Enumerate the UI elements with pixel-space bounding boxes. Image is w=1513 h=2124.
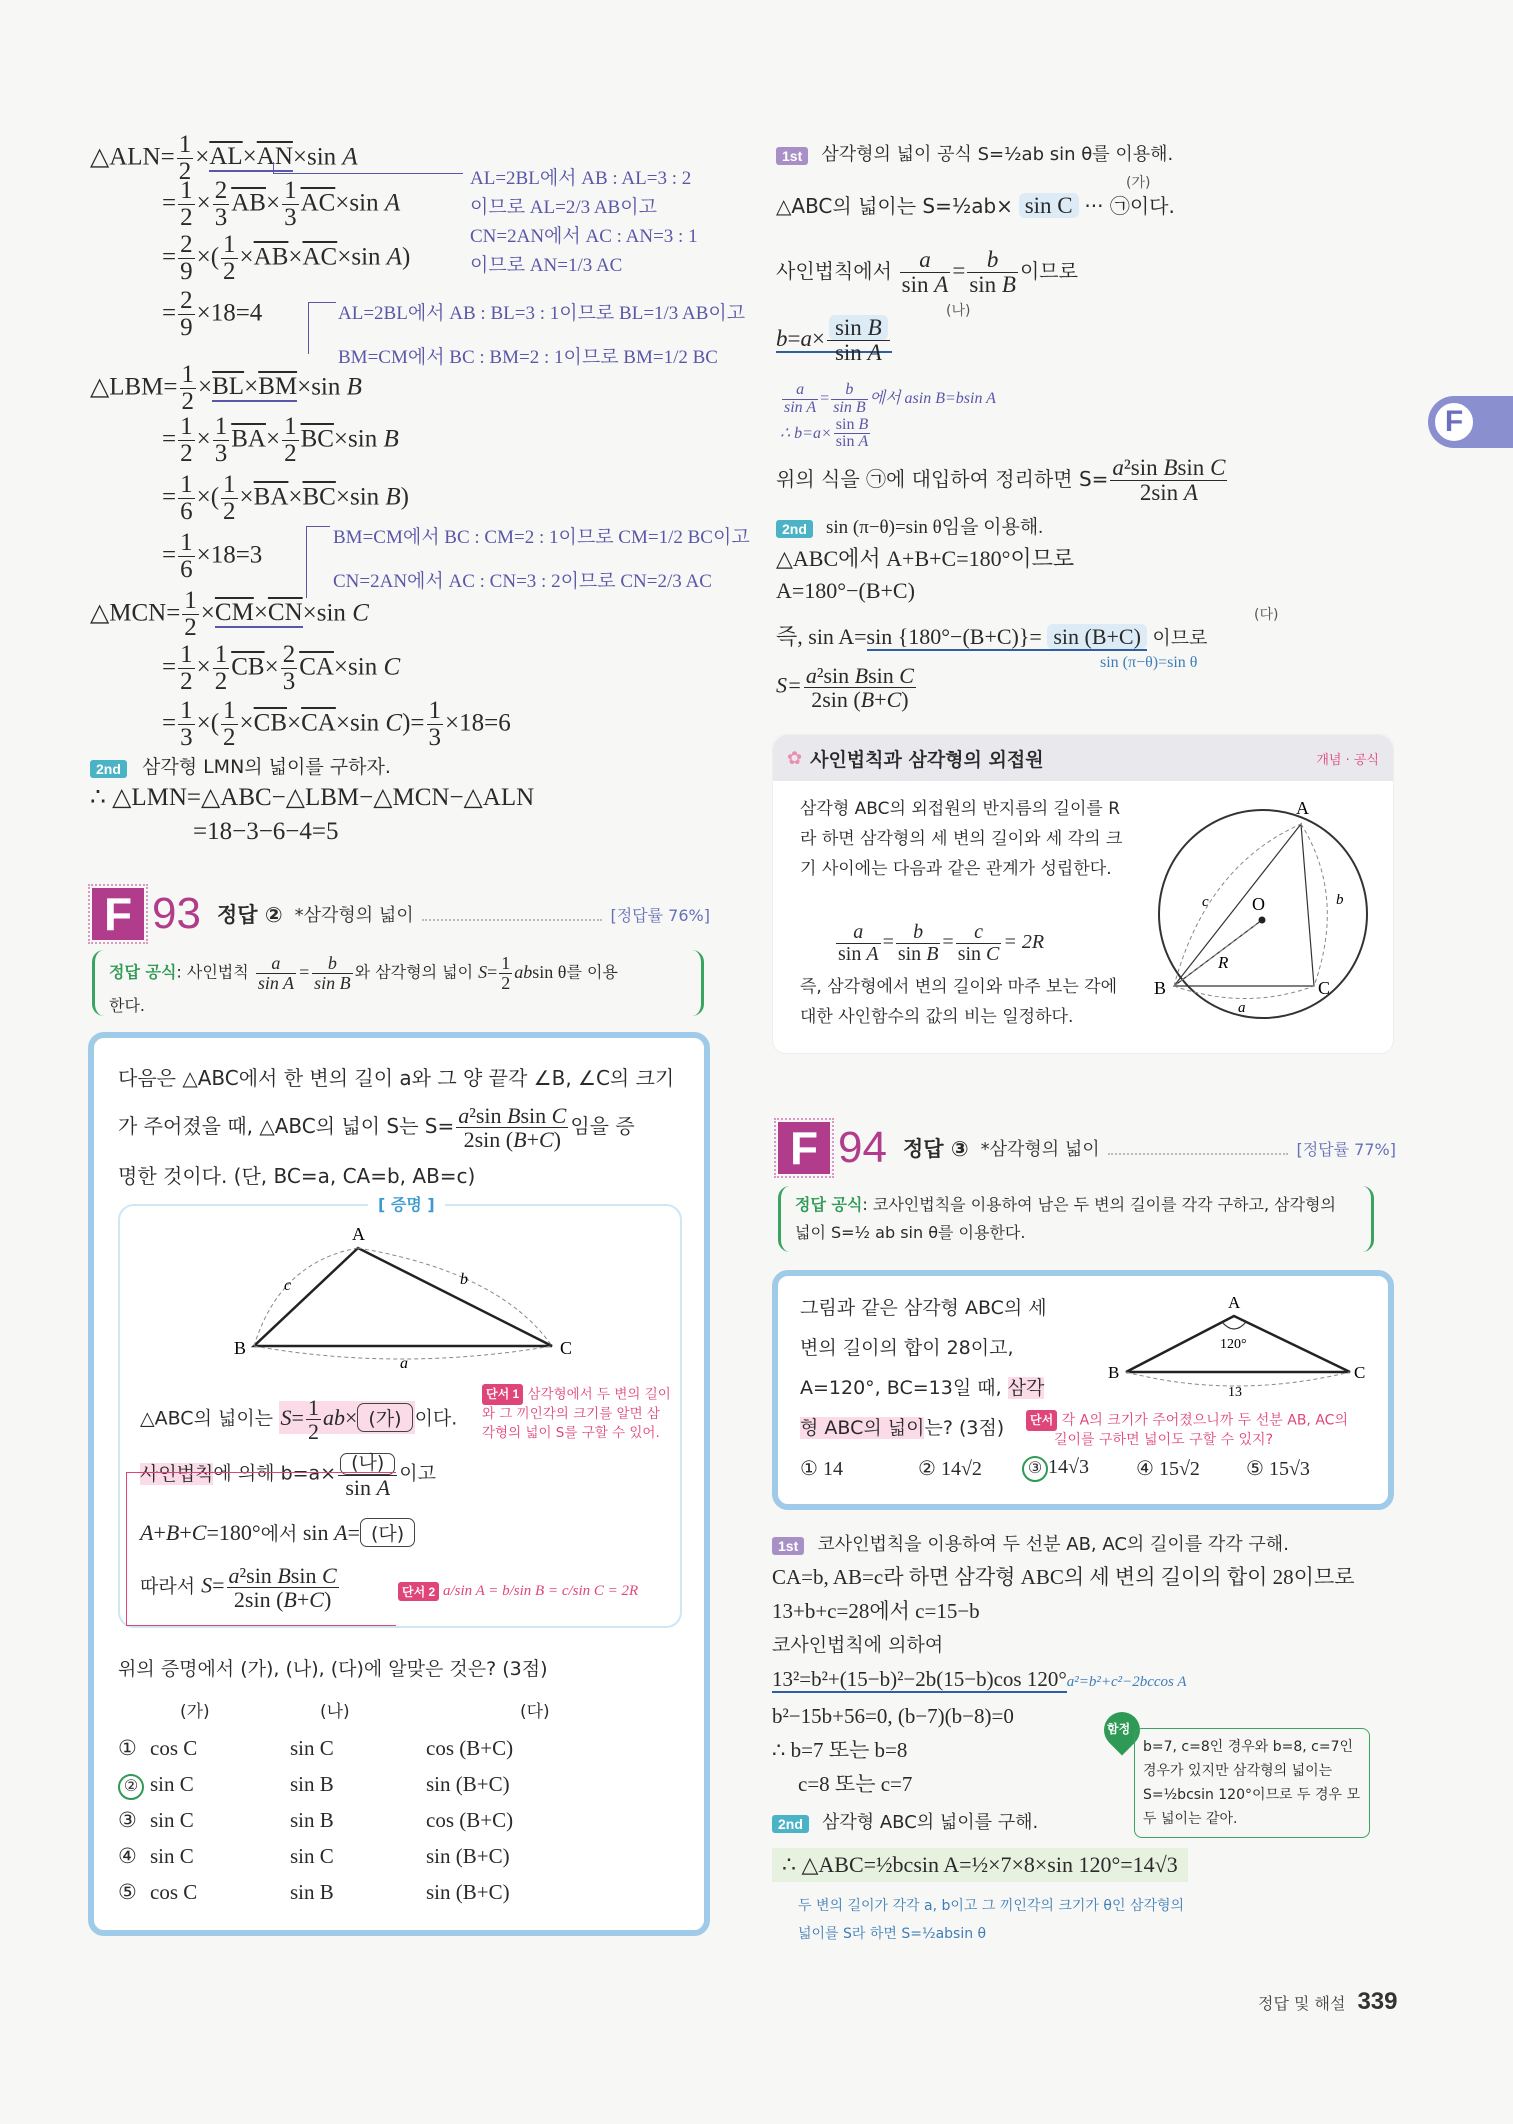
trap-box: b=7, c=8인 경우와 b=8, c=7인 경우가 있지만 삼각형의 넓이는 S=½bcsin 120°이므로 두 경우 모두 넓이는 같아. [1134,1728,1370,1838]
q93-proof-line-1: △ABC의 넓이는 S= $\frac{1}{2}$ ab× (가) 이다. [140,1395,458,1445]
concept-text-1: 삼각형 ABC의 외접원의 반지름의 길이를 R라 하면 삼각형의 세 변의 길이와 세 각의 크기 사이에는 다음과 같은 관계가 성립한다. [800,799,1123,879]
q93-letter-badge: F [92,888,144,940]
q93-sol-note: $\frac{a}{\text{sin A}}$ = $\frac{b}{\text{sin B}}$ 에서 asin B=bsin A ∴ b=a× $\frac{\text{sin B}}{\text{sin A}}$ [780,381,996,451]
q93-formula-box: 정답 공식: 사인법칙 $\frac{a}{\text{sin A}}$ = $\frac{b}{\text{sin B}}$ 와 삼각형의 넓이 S= $\frac{1}{2}$ absin θ를 이용 한다. [92,950,704,1016]
lmn-line-1: ∴ △LMN=△ABC−△LBM−△MCN−△ALN [90,784,535,811]
q94-final-note: 두 변의 길이가 각각 a, b이고 그 끼인각의 크기가 θ인 삼각형의 넓이를 S라 하면 S=½absin θ [798,1898,1185,1942]
choice-3[interactable]: ③ sin C sin B cos (B+C) [118,1808,514,1832]
q93-header [92,888,710,940]
q94-topic: *삼각형의 넓이 [980,1139,1100,1160]
q94-triangle-diagram [1100,1292,1370,1402]
aln-side-notes [470,164,698,280]
highlight-ga: sin C [1019,193,1079,218]
q94-number: 94 [838,1123,887,1172]
q94-choices [800,1456,1310,1482]
q93-proof-line-2: 사인법칙에 의해 b=a× $\frac{\text{(나)}}{\text{sin A}}$ 이고 [140,1452,437,1500]
q93-sol-line-1: △ABC의 넓이는 S=½ab× sin C ··· ㉠이다. [776,193,1175,218]
q93-triangle-diagram [230,1222,580,1372]
svg-text:B: B [1108,1363,1120,1382]
concept-title: 사인법칙과 삼각형의 외접원 [810,748,1044,771]
q94-hint: 단서 각 A의 크기가 주어졌으니까 두 선분 AB, AC의 길이를 구하면 넓이도 구할 수 있지? [1026,1410,1376,1450]
q93-sol-line-8: S= $\frac{\text{a²sin Bsin C}}{2\sin (B+C)}$ [776,663,914,713]
svg-text:c: c [284,1277,292,1294]
choice-5[interactable]: ⑤ cos C sin B sin (B+C) [118,1880,510,1904]
q93-problem-line-1: 다음은 △ABC에서 한 변의 길이 a와 그 양 끝각 ∠B, ∠C의 크기 [118,1066,675,1090]
choice-3-selected[interactable]: ③ 14√3 [1022,1456,1136,1482]
svg-text:C: C [1318,978,1331,998]
step-tag-2nd: 2nd [772,1815,809,1833]
step-tag-2nd: 2nd [776,520,813,538]
svg-text:b: b [460,1271,468,1288]
circumcircle-diagram [1146,796,1386,1026]
step-tag-1st: 1st [772,1537,804,1555]
lbm-arrow [308,302,336,354]
q93-formula-text: : 사인법칙 [176,962,249,982]
q94-sol-lines: CA=b, AB=c라 하면 삼각형 ABC의 세 변의 길이의 합이 28이므로 13+b+c=28에서 c=15−b 코사인법칙에 의하여 13²=b²+(15−b)²−2b(15−b)cos 120°a²=b²+c²−2bccos A b²−15b+56=0, (b−7)(b−8)=0 ∴ b=7 또는 b=8 c=8 또는 c=7 [772,1565,1355,1796]
section-tab-f [1428,396,1513,448]
mark-na: (나) [946,303,971,319]
choice-4[interactable]: ④ sin C sin C sin (B+C) [118,1844,510,1868]
q94-formula-label: 정답 공식 [795,1195,863,1214]
selected-answer-mark: ③ [1022,1456,1048,1482]
q93-formula-text-end: 한다. [109,995,145,1015]
hint-2-text: a/sin A = b/sin B = c/sin C = 2R [442,1582,639,1599]
lbm-label: △LBM [90,373,164,401]
svg-text:A: A [1228,1293,1241,1312]
q94-header [778,1122,1396,1174]
svg-text:B: B [1154,978,1167,998]
lmn-line-2: =18−3−6−4=5 [193,818,339,845]
blank-na: (나) [340,1453,395,1475]
q93-proof-line-3: A+B+C=180°에서 sin A= (다) [140,1518,415,1547]
choice-5[interactable]: ⑤ 15√3 [1246,1458,1310,1480]
hint-2-tag: 단서 2 [398,1582,439,1601]
step-tag-1st: 1st [776,147,808,165]
lbm-derivation: △LBM= $\frac{1}{2}$ $\times\overline{BL}\times\overline{BM}\times\sin$ B = $\frac{1}{2}$ × $\frac{1}{3}$ $\overline{BA}\times$ $\frac{1}{2}$ $\overline{BC}\times\sin$ B = $\frac{1}{6}$ ×( $\frac{1}{2}$ $\times\overline{BA}\times\overline{BC}\times\sin$ B) = $\frac{1}{6}$ ×18=3 [90,361,409,584]
svg-text:13: 13 [1228,1385,1242,1400]
q93-sol-line-5: △ABC에서 A+B+C=180°이므로 [776,546,1075,571]
q93-sol-line-2: 사인법칙에서 $\frac{a}{\text{sin A}}$ = $\frac{b}{\text{sin B}}$ 이므로 [776,247,1078,298]
concept-formula: $\frac{a}{\text{sin A}}$ = $\frac{b}{\text{sin B}}$ = $\frac{c}{\text{sin C}}$ = 2R [838,921,1045,965]
q93-solution-step-2: 2nd sin (π−θ)=sin θ임을 이용해. [776,512,1043,539]
hint-1-tag: 단서 1 [482,1384,523,1405]
step-text: 삼각형 LMN의 넓이를 구하자. [141,756,391,778]
q93-proof-line-4: 따라서 S= $\frac{\text{a²sin Bsin C}}{2\sin (B+C)}$ [140,1563,337,1613]
choice-2[interactable]: ② 14√2 [918,1458,982,1480]
q93-number: 93 [152,889,201,938]
flower-icon: ✿ [787,747,803,769]
q93-formula-label: 정답 공식 [109,962,177,982]
q94-dotted-leader [1108,1141,1289,1155]
svg-text:B: B [234,1338,247,1358]
blank-ga: (가) [357,1403,412,1432]
highlight-da: sin (B+C) [1047,624,1147,649]
q94-letter-badge: F [778,1122,830,1174]
mark-ga: (가) [1126,175,1151,191]
hint-tag: 단서 [1026,1410,1057,1431]
mcn-label: △MCN [90,599,167,627]
q93-hint-1 [482,1384,672,1443]
choice-2-selected[interactable]: ② sin C sin B sin (B+C) [118,1766,630,1802]
footer-label: 정답 및 해설 [1258,1994,1346,2013]
svg-text:O: O [1252,894,1265,914]
concept-text-2: 즉, 삼각형에서 변의 길이와 마주 보는 각에 대한 사인함수의 값의 비는 일정하다. [800,977,1118,1027]
q93-proof-title: [ 증명 ] [368,1192,445,1215]
q93-sol-line-4: 위의 식을 ㉠에 대입하여 정리하면 S= $\frac{\text{a²sin Bsin C}}{\text{2sin A}}$ [776,455,1226,506]
choices-header: (가) (나) (다) [180,1702,550,1722]
mcn-note-2: CN=2AN에서 AC : CN=3 : 2이므로 CN=2/3 AC [333,571,712,592]
q93-sol-note-2: sin (π−θ)=sin θ [1100,654,1198,671]
aln-arrow [273,162,463,174]
page-number: 339 [1357,1988,1398,2015]
step-tag-2nd: 2nd [90,760,127,778]
q93-sol-line-7: 즉, sin A=sin {180°−(B+C)}= sin (B+C) 이므로 [776,624,1208,649]
aln-derivation: △ALN= $\frac{1}{2}$ $\times\overline{AL}\times\overline{AN}\times\sin$ A = $\frac{1}{2}$ × $\frac{2}{3}$ $\overline{AB}\times$ $\frac{1}{3}$ $\overline{AC}\times\sin$ A = $\frac{2}{9}$ ×( $\frac{1}{2}$ $\times\overline{AB}\times\overline{AC}\times\sin$ A) = $\frac{2}{9}$ ×18=4 [90,131,411,342]
svg-text:A: A [352,1224,365,1244]
blank-da: (다) [360,1518,415,1547]
q93-question: 위의 증명에서 (가), (나), (다)에 알맞은 것은? (3점) [118,1658,548,1680]
svg-text:b: b [1336,892,1344,908]
svg-text:R: R [1218,953,1229,972]
q94-rate: [정답률 77%] [1296,1139,1396,1159]
choice-1[interactable]: ① cos C sin C cos (B+C) [118,1736,514,1760]
q93-dotted-leader [422,907,603,921]
choice-4[interactable]: ④ 15√2 [1136,1458,1200,1480]
q93-topic: *삼각형의 넓이 [294,905,414,926]
lbm-note-1: AL=2BL에서 AB : BL=3 : 1이므로 BL=1/3 AB이고 [338,303,746,324]
svg-text:a: a [1238,1000,1246,1016]
aln-label: △ALN [90,143,161,171]
mcn-note-1: BM=CM에서 BC : CM=2 : 1이므로 CM=1/2 BC이고 [333,527,750,548]
q94-solution-step-1: 1st 코사인법칙을 이용하여 두 선분 AB, AC의 길이를 각각 구해. [772,1530,1289,1556]
choice-1[interactable]: ① 14 [800,1458,843,1480]
q94-problem-text: 그림과 같은 삼각형 ABC의 세 변의 길이의 합이 28이고, A=120°, BC=13일 때, 삼각 형 ABC의 넓이는? (3점) [800,1297,1047,1439]
q93-problem-text: 다음은 △ABC에서 한 변의 길이 a와 그 양 끝각 ∠B, ∠C의 크기 가 주어졌을 때, △ABC의 넓이 S는 S= $\frac{\text{a²sin Bsin C}}{2\sin (B+C)}$ 임을 증 명한 것이다. (단, BC=a, CA=b, AB=c) [118,1054,688,1200]
svg-text:C: C [1354,1363,1366,1382]
q94-answer: 정답 ③ [902,1137,969,1161]
aln-note-4: 이므로 AN=1/3 AC [470,255,623,276]
q93-rate: [정답률 76%] [610,905,710,925]
mcn-derivation: △MCN= $\frac{1}{2}$ $\times\overline{CM}\times\overline{CN}\times\sin$ C = $\frac{1}{2}$ × $\frac{1}{2}$ $\overline{CB}\times$ $\frac{2}{3}$ $\overline{CA}\times\sin$ C = $\frac{1}{3}$ ×( $\frac{1}{2}$ $\times\overline{CB}\times\overline{CA}\times\sin$ C)= $\frac{1}{3}$ ×18=6 [90,587,511,752]
q93-problem-line-3: 명한 것이다. (단, BC=a, CA=b, AB=c) [118,1163,476,1188]
aln-note-2: 이므로 AL=2/3 AB이고 [470,197,657,218]
page-footer [1258,1988,1398,2016]
q94-final-answer: ∴ △ABC=½bcsin A=½×7×8×sin 120°=14√3 [772,1848,1188,1882]
aln-note-3: CN=2AN에서 AC : AN=3 : 1 [470,226,698,247]
q93-sol-line-6: A=180°−(B+C) [776,578,915,603]
step-text: 삼각형의 넓이 공식 S=½ab sin θ를 이용해. [821,144,1174,165]
lbm-note-2: BM=CM에서 BC : BM=2 : 1이므로 BM=1/2 BC [338,347,718,368]
svg-text:A: A [1296,798,1309,818]
q93-solution-step-1 [776,140,1173,166]
mark-da: (다) [1254,607,1279,623]
svg-text:C: C [560,1338,573,1358]
svg-text:120°: 120° [1220,1337,1247,1352]
aln-note-1: AL=2BL에서 AB : AL=3 : 2 [470,168,692,189]
q93-hint-2 [398,1582,638,1601]
section-tab-letter: F [1432,400,1476,444]
svg-text:c: c [1202,894,1209,910]
hint-1-text: 삼각형에서 두 변의 길이와 그 끼인각의 크기를 알면 삼각형의 넓이 S를 구할 수 있어. [482,1386,671,1441]
lmn-step [90,752,391,779]
q93-choices [118,1694,630,1910]
concept-badge: 개념 · 공식 [1316,752,1379,768]
q93-sol-line-3: b=a× $\frac{\text{sin B}}{\text{sin A}}$ [776,316,892,365]
selected-answer-mark: ② [118,1774,144,1800]
q94-solution-step-2: 2nd 삼각형 ABC의 넓이를 구해. [772,1808,1038,1834]
concept-header [773,735,1393,781]
q94-formula-box: 정답 공식: 코사인법칙을 이용하여 남은 두 변의 길이를 각각 구하고, 삼각형의 넓이 S=½ ab sin θ를 이용한다. [778,1186,1374,1252]
svg-text:a: a [400,1355,408,1372]
q93-answer: 정답 ② [216,903,283,927]
trap-tag: 함정 [1107,1722,1131,1736]
